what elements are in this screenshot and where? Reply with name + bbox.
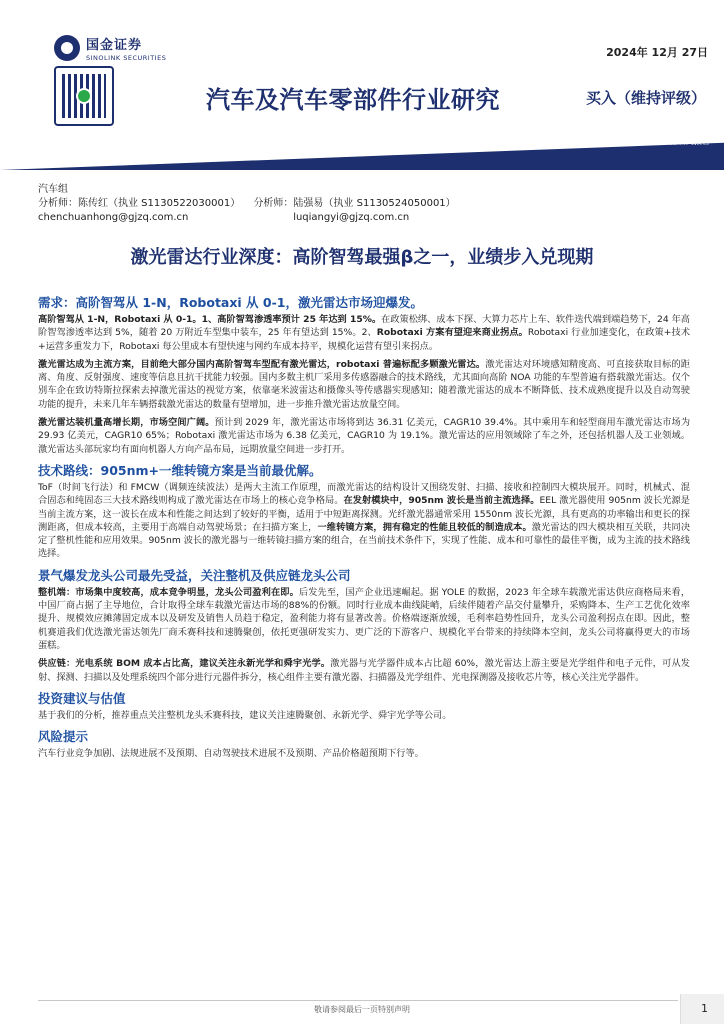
- analyst-1: 分析师：陈传红（执业 S1130522030001）: [38, 198, 241, 209]
- analyst-row: [38, 197, 466, 211]
- paragraph: [38, 586, 690, 652]
- section-heading-leaders: 景气爆发龙头公司最先受益，关注整机及供应链龙头公司: [38, 567, 351, 583]
- bold-text: Robotaxi 方案有望迎来商业拐点。: [376, 327, 528, 339]
- footer-divider: [38, 1000, 678, 1001]
- bold-text: 一维转镜方案，拥有稳定的性能且较低的制造成本。: [317, 521, 532, 533]
- section-heading-investment: 投资建议与估值: [38, 690, 126, 706]
- paragraph: [38, 657, 690, 684]
- report-subtype: 证券研究报告: [662, 137, 710, 146]
- paragraph: [38, 313, 690, 353]
- email-row: [38, 211, 466, 225]
- body-text: 激光雷达的四大模块相互关联，共同决定了整机性能和应用效果。905nm 波长的激光器与一维转镜扫描方案的组合，在当前技术条件下，实现了性能、成本和可靠性的最佳平衡，成为主流的技术路线选择。: [38, 521, 691, 560]
- report-type: 行业深度研究: [637, 118, 710, 132]
- report-main-title: 激光雷达行业深度：高阶智驾最强β之一，业绩步入兑现期: [130, 247, 594, 268]
- report-body: [38, 289, 690, 765]
- bold-text: 激光雷达装机量高增长期，市场空间广阔。: [38, 417, 215, 429]
- rating-label: 买入（维持评级）: [585, 89, 706, 107]
- paragraph: [38, 416, 690, 456]
- page-number: 1: [701, 1002, 708, 1015]
- bold-text: 整机端：市场集中度较高，成本竞争明显，龙头公司盈利在即。: [38, 586, 299, 598]
- body-text: 在政策松绑、成本下探、大算力芯片上车、软件迭代端到端趋势下，24 年高阶智驾渗透率达到 5%，随着 20 万附近车型集中装车，25 年有望达到 15%。2、: [38, 314, 690, 339]
- analyst-2-email[interactable]: luqiangyi@gjzq.com.cn: [293, 212, 410, 223]
- logo-icon: [54, 35, 80, 61]
- body-text: ToF（时间飞行法）和 FMCW（调频连续波法）是两大主流工作原理，而激光雷达的结构设计又围绕发射、扫描、接收和控制四大模块展开。同时，机械式、混合固态和纯固态三大技术路线则构成了激光雷达在市场上的核心竞争格局。: [38, 481, 690, 507]
- section-heading-tech: 技术路线：905nm+一维转镜方案是当前最优解。: [38, 462, 322, 478]
- paragraph: [38, 358, 690, 411]
- author-group: 汽车组: [38, 184, 68, 195]
- section-heading-demand: 需求：高阶智驾从 1-N，Robotaxi 从 0-1，激光雷达市场迎爆发。: [38, 295, 423, 310]
- footer-disclaimer: 敬请参阅最后一页特别声明: [314, 1005, 410, 1014]
- paragraph: 基于我们的分析，推荐重点关注整机龙头禾赛科技，建议关注速腾聚创、永新光学、舜宇光学等公司。: [38, 709, 452, 721]
- logo-cn: 国金证券: [86, 38, 143, 53]
- paragraph: [38, 481, 690, 561]
- section-heading-risk: 风险提示: [38, 729, 89, 745]
- body-text: EEL 激光器使用 905nm 波长光源是当前主流方案，这一波长在成本和性能之间达到了较好的平衡，适用于中短距离探测。光纤激光器通常采用 1550nm 波长光源，具有更高的功率输出和更长的探测距离，但成本较高，主要用于高端自动驾驶场景；在扫描方案上，: [38, 495, 690, 533]
- analyst-1-email[interactable]: chenchuanhong@gjzq.com.cn: [38, 212, 189, 223]
- authors-block: [38, 183, 466, 225]
- bold-text: 在发射模块中，905nm 波长是当前主流选择。: [343, 495, 540, 507]
- body-text: Robotaxi 行业加速变化，在政策+技术+运营多重发力下，Robotaxi 每公里成本有望快速与网约车成本持平，规模化运营有望引来拐点。: [38, 327, 691, 352]
- report-date: 2024年 12月 27日: [606, 46, 708, 59]
- bold-text: 供应链：光电系统 BOM 成本占比高，建议关注永新光学和舜宇光学。: [38, 658, 331, 670]
- qr-code-icon: [54, 66, 114, 126]
- bold-text: 高阶智驾从 1-N，Robotaxi 从 0-1。1、高阶智驾渗透率预计 25 年达到 15%。: [38, 314, 382, 325]
- logo-en: SINOLINK SECURITIES: [86, 54, 167, 62]
- body-text: 预计到 2029 年，激光雷达市场将到达 36.31 亿美元，CAGR10 39.4%。其中乘用车和轻型商用车激光雷达市场为 29.93 亿美元，CAGR10 65%；Robotaxi 激光雷达市场为 6.38 亿美元，CAGR10 为 19.1%。激光雷达的应用领域除了车之外，还包括机器人及工业领域。激光雷达头部玩家均有面向机器人方向产品布局，远期放量空间进一步打开。: [38, 417, 691, 455]
- body-text: 激光器与光学器件成本占比超 60%，激光雷达上游主要是光学组件和电子元件，可从发射、探测、扫描以及处理系统四个部分进行元器件拆分，核心组件主要有激光器、扫描器及光学组件、光电探测器及接收芯片等，核心关注光学器件。: [38, 658, 690, 683]
- paragraph: 汽车行业竞争加剧、法规进展不及预期、自动驾驶技术进展不及预期、产品价格超预期下行等。: [38, 748, 424, 760]
- body-text: 激光雷达对环境感知精度高、可直接获取目标的距离、角度、反射强度、速度等信息且抗干扰能力较强。国内多数主机厂采用多传感器融合的技术路线，尤其面向高阶 NOA 功能的车型普遍有搭载激光雷达。仅个别车企在致访特斯拉探索去掉激光雷达的视觉方案，依靠毫米波雷达和摄像头等传感器实现感知；随着激光雷达的成本不断降低、技术成熟度提升以及自动驾驶功能的提升，未来几年车辆搭载激光雷达的数量有望增加，进一步推升激光雷达放量空间。: [38, 358, 690, 410]
- body-text: 后发先至，国产企业迅速崛起。据 YOLE 的数据，2023 年全球车载激光雷达供应商格局来看，中国厂商占据了主导地位，合计取得全球车载激光雷达市场的88%的份额。同时行业成本曲线陡峭，后续伴随着产品交付量攀升，采购降本、生产工艺优化效率提升、规模效应摊薄固定成本以及研发及销售人员趋于稳定，盈利能力将有显著改善。价格端逐渐放缓，毛利率趋势性回升，龙头公司盈利拐点在即。因此，整机赛道我们优选激光雷达领先厂商禾赛科技和速腾聚创，依托更强研发实力、更广泛的下游客户、规模化平台带来的持续降本空间，龙头公司将赢得更大的市场蛋糕。: [38, 586, 691, 651]
- analyst-2: 分析师：陆强易（执业 S1130524050001）: [253, 198, 456, 209]
- company-logo: [54, 34, 166, 62]
- bold-text: 激光雷达成为主流方案，目前绝大部分国内高阶智驾车型配有激光雷达，robotaxi 普遍标配多颗激光雷达。: [38, 358, 486, 370]
- industry-title: 汽车及汽车零部件行业研究: [206, 86, 500, 114]
